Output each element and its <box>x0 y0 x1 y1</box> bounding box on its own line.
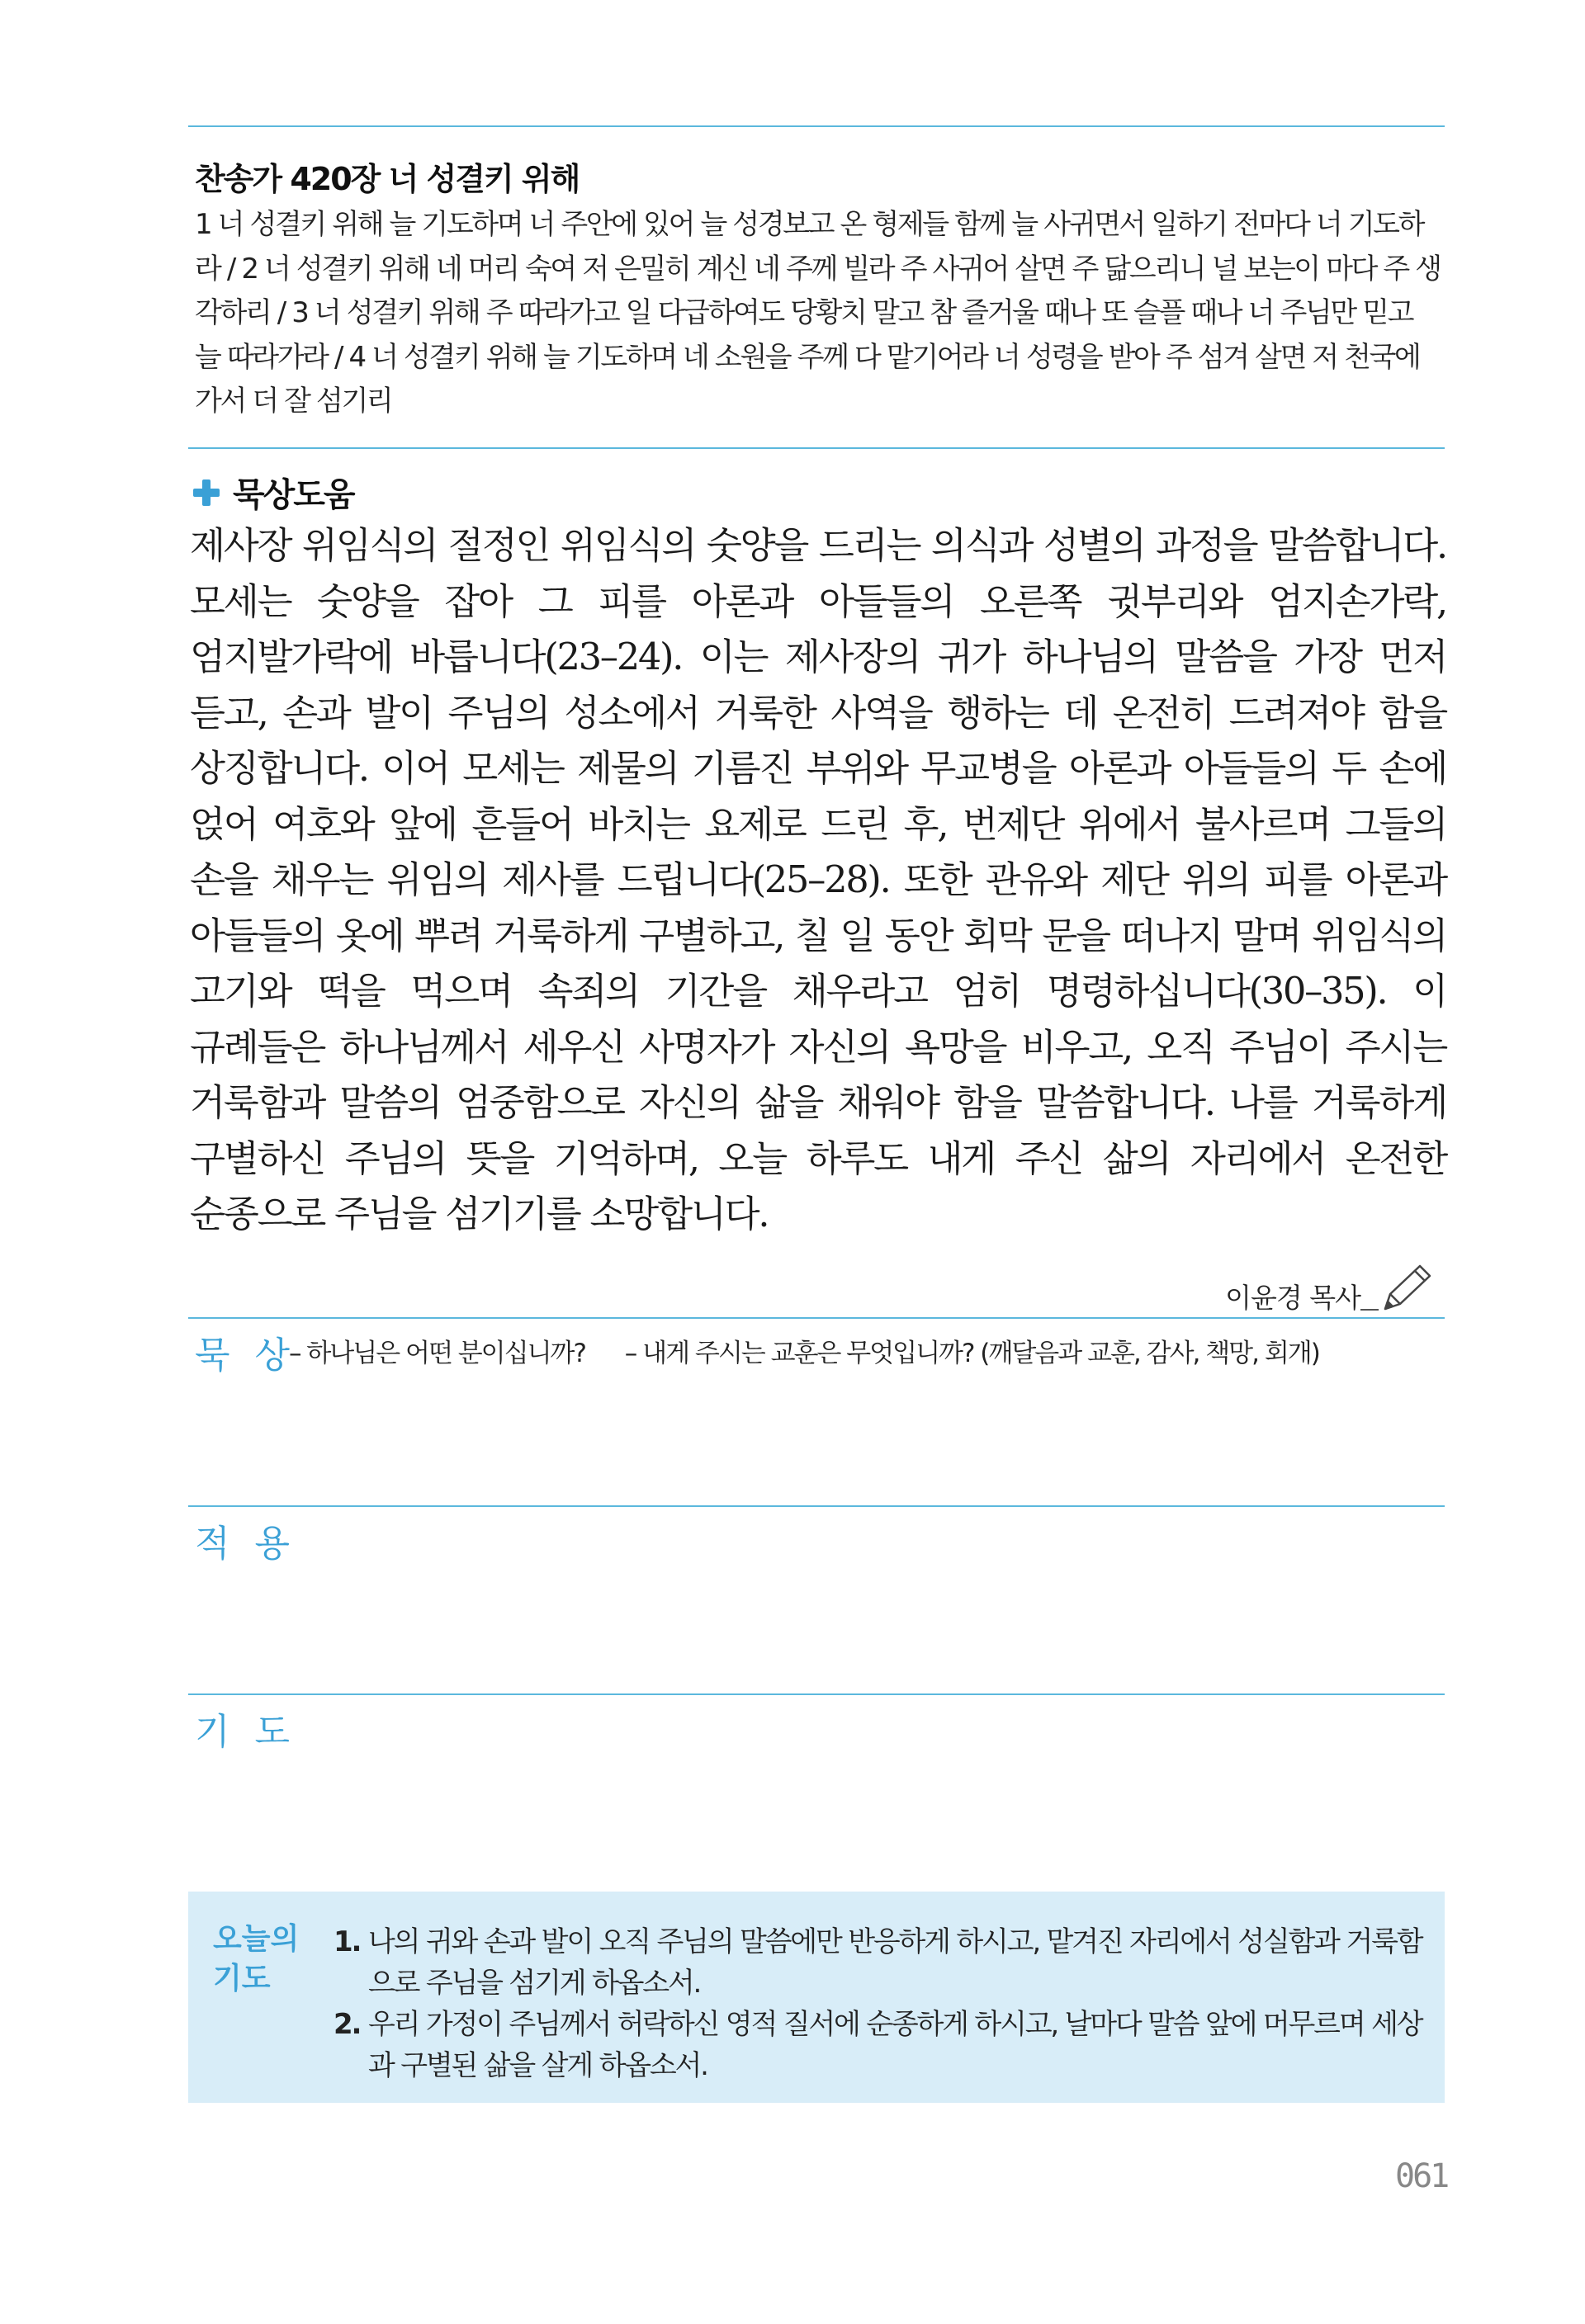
hymn-title: 찬송가 420장 너 성결키 위해 <box>195 161 580 197</box>
meditation-heading <box>192 469 354 516</box>
pencil-icon <box>1379 1261 1436 1316</box>
meditate-label: 묵 상 <box>195 1334 296 1377</box>
page-number: 061 <box>1395 2157 1448 2195</box>
meditate-question-1: – 하나님은 어떤 분이십니까? <box>289 1339 585 1368</box>
meditate-questions <box>289 1332 1352 1369</box>
todays-prayer-label-line2: 기도 <box>213 1962 271 1996</box>
apply-rule <box>188 1505 1445 1507</box>
hymn-divider <box>188 447 1445 449</box>
author-signature <box>1172 1261 1436 1316</box>
apply-label: 적 용 <box>195 1523 296 1565</box>
signature-line <box>1360 1309 1379 1311</box>
prayer-number: 1. <box>334 1925 361 1958</box>
meditation-body: 제사장 위임식의 절정인 위임식의 숫양을 드리는 의식과 성별의 과정을 말씀합니다. 모세는 숫양을 잡아 그 피를 아론과 아들들의 오른쪽 귓부리와 엄지손가락, 엄지발가락에 바릅니다(23–24). 이는 제사장의 귀가 하나님의 말씀을 가장 먼저 듣고, 손과 발이 주님의 성소에서 거룩한 사역을 행하는 데 온전히 드려져야 함을 상징합니다. 이어 모세는 제물의 기름진 부위와 무교병을 아론과 아들들의 두 손에 얹어 여호와 앞에 흔들어 바치는 요제로 드린 후, 번제단 위에서 불사르며 그들의 손을 채우는 위임의 제사를 드립니다(25–28). 또한 관유와 제단 위의 피를 아론과 아들들의 옷에 뿌려 거룩하게 구별하고, 칠 일 동안 회막 문을 떠나지 말며 위임식의 고기와 떡을 먹으며 속죄의 기간을 채우라고 엄히 명령하십니다(30–35). 이 규례들은 하나님께서 세우신 사명자가 자신의 욕망을 비우고, 오직 주님이 주시는 거룩함과 말씀의 엄중함으로 자신의 삶을 채워야 함을 말씀합니다. 나를 거룩하게 구별하신 주님의 뜻을 기억하며, 오늘 하루도 내게 주신 삶의 자리에서 온전한 순종으로 주님을 섬기기를 소망합니다. <box>190 525 1446 1235</box>
todays-prayer-label <box>213 1920 299 1999</box>
author-name: 이윤경 목사 <box>1225 1282 1360 1314</box>
meditate-question-2: – 내게 주시는 교훈은 무엇입니까? (깨달음과 교훈, 감사, 책망, 회개) <box>624 1339 1319 1368</box>
pray-rule <box>188 1693 1445 1695</box>
plus-icon <box>192 478 221 508</box>
list-item <box>334 1921 1423 2004</box>
meditate-rule <box>188 1317 1445 1319</box>
todays-prayer-list <box>334 1921 1423 2086</box>
prayer-number: 2. <box>334 2008 361 2041</box>
meditation-heading-text: 묵상도움 <box>233 476 354 514</box>
list-item <box>334 2004 1423 2086</box>
prayer-text: 우리 가정이 주님께서 허락하신 영적 질서에 순종하게 하시고, 날마다 말씀 앞에 머무르며 세상과 구별된 삶을 살게 하옵소서. <box>368 2008 1422 2082</box>
hymn-lyrics: 1 너 성결키 위해 늘 기도하며 너 주안에 있어 늘 성경보고 온 형제들 함께 늘 사귀면서 일하기 전마다 너 기도하라 / 2 너 성결키 위해 네 머리 숙여 저 은밀히 계신 네 주께 빌라 주 사귀어 살면 주 닮으리니 널 보는이 마다 주 생각하리 / 3 너 성결키 위해 주 따라가고 일 다급하여도 당황치 말고 참 즐거울 때나 또 슬플 때나 너 주님만 믿고 늘 따라가라 / 4 너 성결키 위해 늘 기도하며 네 소원을 주께 다 맡기어라 너 성령을 받아 주 섬겨 살면 저 천국에 가서 더 잘 섬기리 <box>195 208 1441 418</box>
pray-label: 기 도 <box>195 1711 296 1753</box>
todays-prayer-label-line1: 오늘의 <box>213 1922 300 1956</box>
top-rule <box>188 125 1445 127</box>
prayer-text: 나의 귀와 손과 발이 오직 주님의 말씀에만 반응하게 하시고, 맡겨진 자리에서 성실함과 거룩함으로 주님을 섬기게 하옵소서. <box>368 1925 1422 2000</box>
todays-prayer-box <box>188 1892 1445 2103</box>
